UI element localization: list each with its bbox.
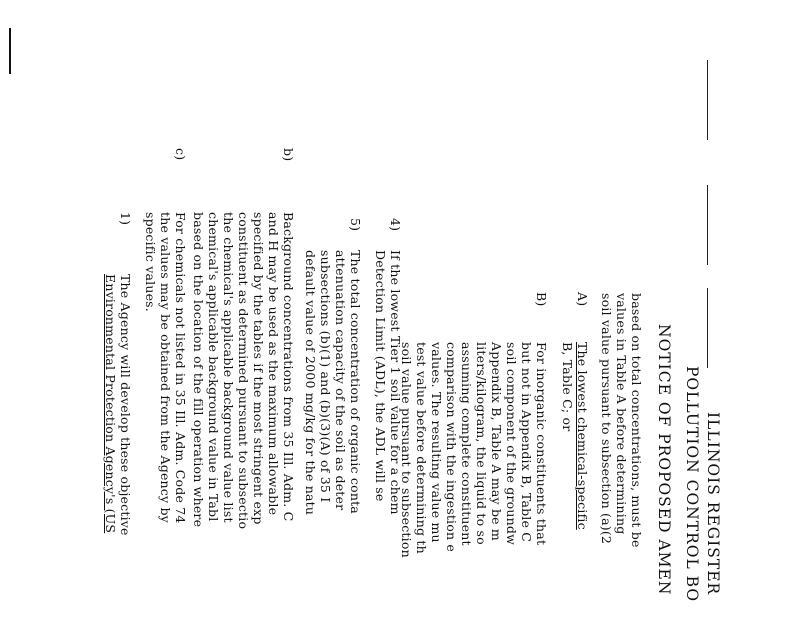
item-b-section-label: b) xyxy=(281,148,296,162)
item-4-line: Detection Limit (ADL), the ADL will se xyxy=(373,250,388,502)
item-b-line: Appendix B, Table A may be m xyxy=(489,342,504,541)
item-b-label: B) xyxy=(534,292,549,307)
item-b-line: soil value pursuant to subsection xyxy=(399,342,414,558)
item-a-line: The lowest chemical-specific xyxy=(575,342,590,530)
item-b-section-line: chemical's applicable background value in Tabl xyxy=(206,212,221,522)
item-b-line: comparison with the ingestion e xyxy=(444,342,459,552)
notice-title: NOTICE OF PROPOSED AMEN xyxy=(655,324,673,596)
item-a-label: A) xyxy=(575,292,590,307)
item-5-label: 5) xyxy=(348,218,363,232)
item-b-section-line: based on the location of the fill operation where xyxy=(191,212,206,528)
item-b-line: For inorganic constituents that xyxy=(534,342,549,546)
item-5-line: subsections (b)(1) and (b)(3)(A) of 35 I xyxy=(318,250,333,503)
item-b-line: but not in Appendix B, Table C xyxy=(519,342,534,543)
item-5-line: The total concentration of organic conta xyxy=(348,250,363,514)
item-4-label: 4) xyxy=(388,218,403,232)
item-b-line: assuming complete constituent xyxy=(459,342,474,546)
header-rule-top xyxy=(707,60,708,140)
item-5-line: default value of 2000 mg/kg for the natu xyxy=(303,250,318,516)
item-c-line: For chemicals not listed in 35 Ill. Adm. Code 74 xyxy=(173,212,188,524)
item-4-line: If the lowest Tier 1 soil value for a chem xyxy=(388,250,403,515)
item-b-line: liters/kilogram, the liquid to so xyxy=(474,342,489,545)
item-1-label: 1) xyxy=(118,212,133,226)
item-b-section-line: and H may be used as the maximum allowable xyxy=(266,212,281,516)
body-line: values in Table A before determining xyxy=(614,293,629,535)
item-b-line: soil component of the groundw xyxy=(504,342,519,545)
item-5-line: attenuation capacity of the soil as deter xyxy=(333,250,348,511)
board-title: POLLUTION CONTROL BO xyxy=(683,366,701,603)
item-b-section-line: the chemical's applicable background value list xyxy=(221,212,236,523)
item-b-section-line: Background concentrations from 35 Ill. Adm. C xyxy=(281,212,296,522)
body-line: soil value pursuant to subsection (a)(2 xyxy=(599,293,614,545)
item-b-section-line: constituent as determined pursuant to subsectio xyxy=(236,212,251,530)
header-rule-middle xyxy=(707,185,708,265)
item-b-line: values. The resulting value mu xyxy=(429,342,444,543)
item-c-line: specific values. xyxy=(143,212,158,312)
item-b-section-line: specified by the tables if the most stringent exp xyxy=(251,212,266,525)
item-a-line: B, Table C; or xyxy=(560,342,575,432)
item-b-line: test value before determining th xyxy=(414,342,429,554)
item-1-line: Environmental Protection Agency's (US xyxy=(103,274,118,534)
register-title: ILLINOIS REGISTER xyxy=(704,412,722,596)
header-rule-bottom xyxy=(707,288,708,368)
item-1-line: The Agency will develop these objective xyxy=(118,274,133,536)
item-c-label: c) xyxy=(173,148,188,161)
body-line: based on total concentrations, must be xyxy=(629,293,644,548)
scan-artifact-mark xyxy=(9,28,11,74)
item-c-line: the values may be obtained from the Agency by xyxy=(158,212,173,523)
